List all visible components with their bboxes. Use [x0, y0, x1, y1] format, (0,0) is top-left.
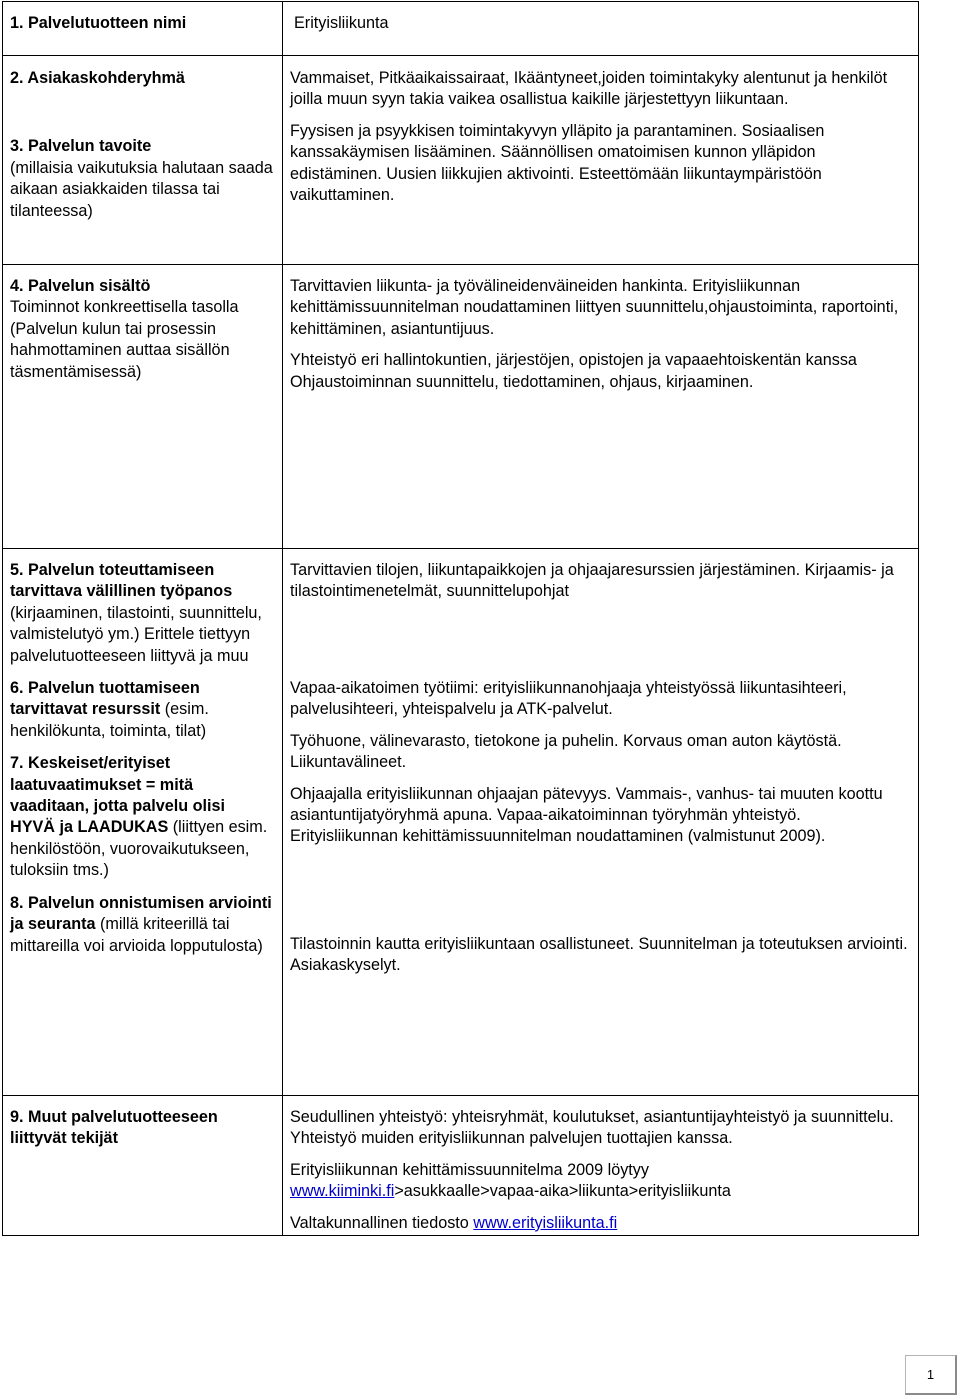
row-label-cell: [3, 549, 283, 1096]
table-row: [3, 2, 919, 56]
row-label-heading: 5. Palvelun toteuttamiseen tarvittava välillinen työpanos: [10, 561, 233, 601]
kiiminki-link[interactable]: www.kiiminki.fi: [290, 1182, 395, 1201]
row-label-cell: [3, 2, 283, 56]
table-row: [3, 1096, 919, 1236]
row-label: [10, 136, 274, 222]
row-value: Seudullinen yhteistyö: yhteisryhmät, koulutukset, asiantuntijayhteistyö ja suunnittelu. Yhteistyö muiden erityisliikunnan palvelujen tuottajien kanssa.: [290, 1108, 894, 1148]
row-value: Vammaiset, Pitkäaikaissairaat, Ikääntyneet,joiden toimintakyky alentunut ja henkilöt joilla muun syyn takia vaikea osallistua kaikille järjestettyyn liikuntaan.: [290, 69, 888, 109]
row-value-text: Erityisliikunnan kehittämissuunnitelma 2009 löytyy: [290, 1160, 649, 1179]
row-value: [290, 1213, 910, 1234]
row-value-text: Valtakunnallinen tiedosto: [290, 1213, 469, 1232]
row-value: Ohjaajalla erityisliikunnan ohjaajan pätevyys. Vammais-, vanhus- tai muuten koottu asiantuntijatyöryhmä apuna. Vapaa-aikatoiminnan työryhmän yhteistyö. Erityisliikunnan kehittämissuunnitelman noudattaminen (valmistunut 2009).: [290, 784, 883, 846]
table-row: [3, 549, 919, 1096]
page-number: 1: [926, 1367, 935, 1382]
row-label-cell: [3, 1096, 283, 1236]
row-value: Yhteistyö eri hallintokuntien, järjestöjen, opistojen ja vapaaehtoiskentän kanssa: [290, 351, 857, 370]
row-value: Tilastoinnin kautta erityisliikuntaan osallistuneet. Suunnitelman ja toteutuksen arviointi. Asiakaskyselyt.: [290, 934, 908, 975]
row-value: Vapaa-aikatoimen työtiimi: erityisliikunnanohjaaja yhteistyössä liikuntasihteeri, palvelusihteeri, yhteispalvelu ja ATK-palvelut.: [290, 679, 847, 719]
table-row: [3, 56, 919, 265]
service-product-table: [2, 1, 919, 1236]
row-label: [10, 560, 274, 667]
row-value-cell: [283, 2, 919, 56]
row-value: Ohjaustoiminnan suunnittelu, tiedottaminen, ohjaus, kirjaaminen.: [290, 372, 754, 391]
row-label-heading: 6. Palvelun tuottamiseen tarvittavat resurssit: [10, 679, 200, 719]
row-label: [10, 893, 274, 957]
row-label-description: (esim. henkilökunta, toiminta, tilat): [10, 700, 209, 740]
row-label: [10, 678, 274, 742]
row-label-heading: 3. Palvelun tavoite: [10, 137, 152, 156]
row-label: 2. Asiakaskohderyhmä: [10, 69, 185, 87]
row-value: Fyysisen ja psyykkisen toimintakyvyn ylläpito ja parantaminen. Sosiaalisen kanssakäymisen lisääminen. Säännöllisen omatoimisen kunnon ylläpidon edistäminen. Uusien liikkujien aktivointi. Esteettömään liikuntaympäristöön vaikuttaminen.: [290, 121, 825, 205]
row-label-cell: [3, 56, 283, 265]
row-label-description: (millaisia vaikutuksia halutaan saada aikaan asiakkaiden tilassa tai tilanteessa): [10, 158, 273, 220]
row-value: Erityisliikunta: [294, 14, 389, 32]
row-label-description: (liittyen esim. henkilöstöön, vuorovaikutukseen, tuloksiin tms.): [10, 818, 268, 880]
row-label-cell: [3, 265, 283, 549]
row-value: Tarvittavien tilojen, liikuntapaikkojen ja ohjaajaresurssien järjestäminen. Kirjaamis- ja tilastointimenetelmät, suunnittelupohjat: [290, 561, 894, 601]
row-label-heading: 4. Palvelun sisältö: [10, 277, 151, 295]
row-label: [10, 753, 274, 881]
row-value-cell: [283, 56, 919, 265]
row-value: Tarvittavien liikunta- ja työvälineidenväineiden hankinta. Erityisliikunnan kehittämissuunnitelman noudattaminen liittyen suunnittelu,ohjaustoiminta, raportointi, kehittäminen, asiantuntijuus.: [290, 277, 899, 338]
row-value-cell: [283, 549, 919, 1096]
row-value-cell: [283, 265, 919, 549]
row-value: Työhuone, välinevarasto, tietokone ja puhelin. Korvaus oman auton käytöstä. Liikuntavälineet.: [290, 731, 842, 772]
row-value-text: >asukkaalle>vapaa-aika>liikunta>erityisliikunta: [394, 1182, 731, 1201]
row-value-cell: [283, 1096, 919, 1236]
row-label-description: (millä kriteerillä tai mittareilla voi arvioida lopputulosta): [10, 915, 263, 955]
erityisliikunta-link[interactable]: www.erityisliikunta.fi: [473, 1213, 618, 1232]
row-label: 9. Muut palvelutuotteeseen liittyvät tekijät: [10, 1108, 218, 1148]
row-label-heading: 7. Keskeiset/erityiset laatuvaatimukset = mitä vaaditaan, jotta palvelu olisi HYVÄ ja LAADUKAS: [10, 754, 225, 837]
row-label: [10, 276, 274, 383]
row-label-heading: 8. Palvelun onnistumisen arviointi ja seuranta: [10, 893, 272, 934]
row-label: 1. Palvelutuotteen nimi: [10, 14, 187, 32]
row-label-description: (kirjaaminen, tilastointi, suunnittelu, valmistelutyö ym.) Erittele tiettyyn palvelutuotteeseen liittyvä ja muu: [10, 603, 262, 665]
row-label-description: Toiminnot konkreettisella tasolla (Palvelun kulun tai prosessin hahmottaminen auttaa sisällön täsmentämisessä): [10, 298, 239, 381]
table-row: [3, 265, 919, 549]
page-number-box: [905, 1355, 957, 1395]
row-value: [290, 1160, 910, 1203]
